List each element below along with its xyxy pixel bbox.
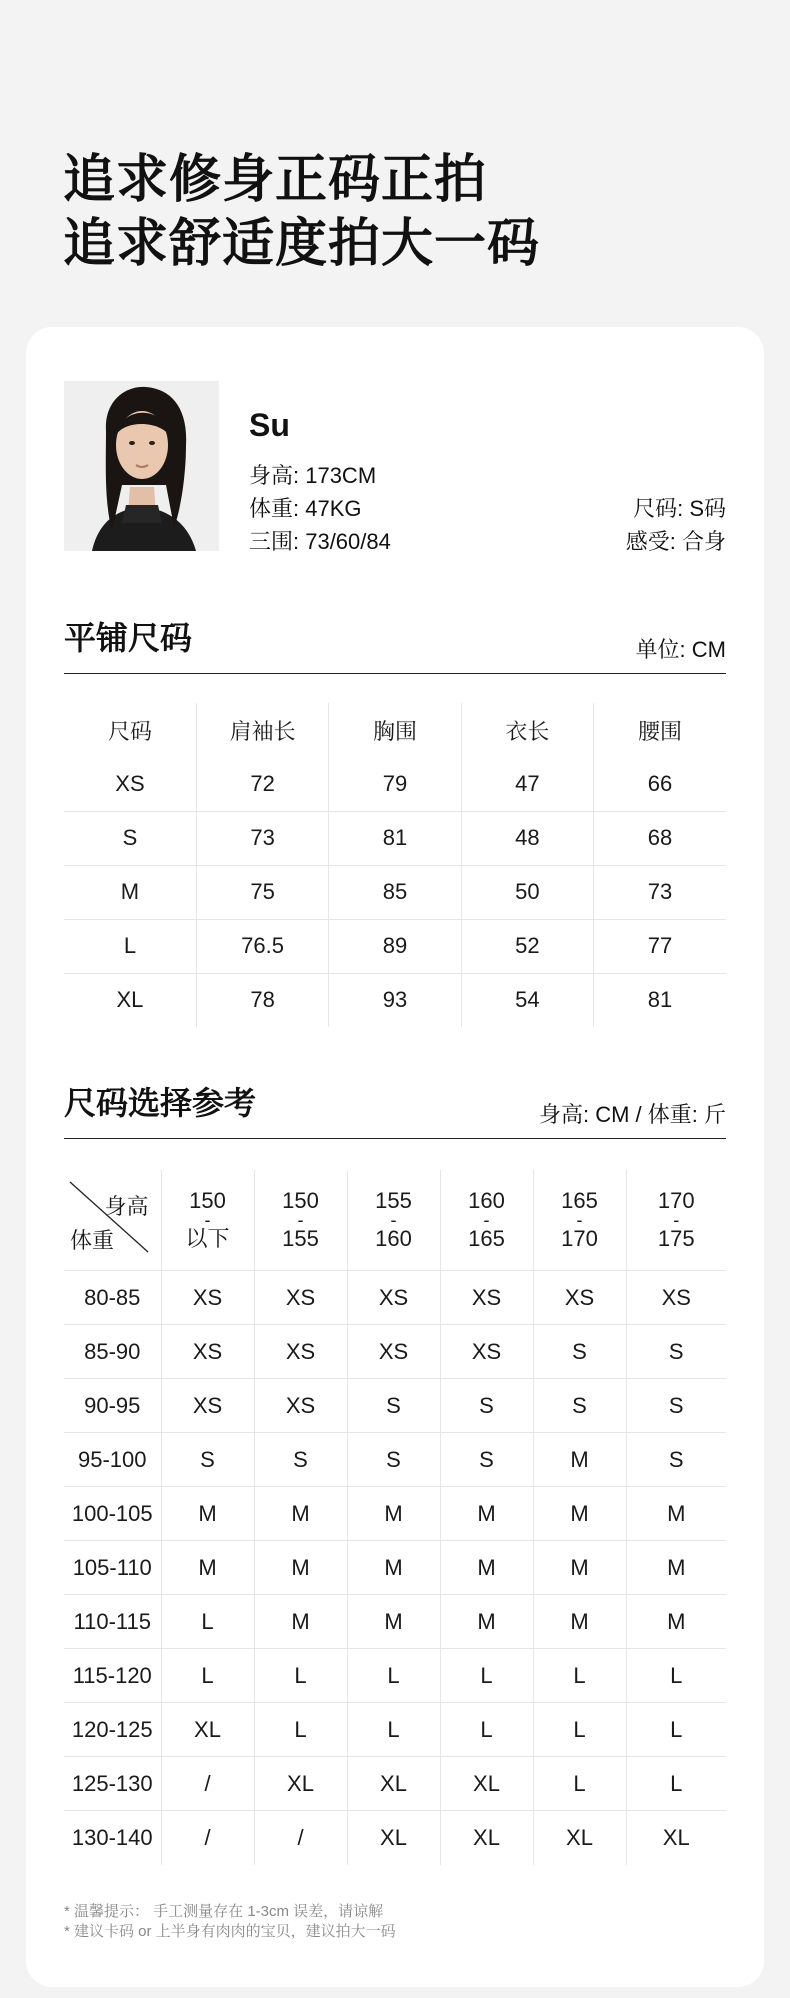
size-cell: M bbox=[440, 1487, 533, 1541]
table-row bbox=[64, 757, 726, 811]
size-cell: XL bbox=[440, 1811, 533, 1865]
size-cell: XS bbox=[254, 1325, 347, 1379]
size-cell: M bbox=[254, 1487, 347, 1541]
size-cell: M bbox=[347, 1595, 440, 1649]
height-range-start: 170 bbox=[657, 1188, 695, 1213]
height-range-end: 170 bbox=[561, 1226, 598, 1251]
table-cell: 50 bbox=[461, 865, 593, 919]
size-cell: XS bbox=[626, 1271, 726, 1325]
table-cell: 81 bbox=[647, 987, 673, 1013]
size-cell: M bbox=[254, 1595, 347, 1649]
model-photo bbox=[64, 381, 219, 551]
table-cell: 81 bbox=[329, 811, 461, 865]
model-stats bbox=[249, 459, 391, 558]
height-column-header bbox=[347, 1170, 440, 1271]
table-cell: 85 bbox=[329, 865, 461, 919]
headline-line-1: 追求修身正码正拍 bbox=[63, 151, 488, 209]
size-cell: M bbox=[626, 1595, 726, 1649]
table-cell: 79 bbox=[329, 757, 461, 811]
size-cell: XL bbox=[440, 1757, 533, 1811]
size-cell: L bbox=[161, 1595, 254, 1649]
size-cell: M bbox=[161, 1541, 254, 1595]
model-height: 身高: 173CM bbox=[249, 463, 377, 488]
size-cell: L bbox=[533, 1649, 626, 1703]
table-header-row bbox=[64, 1170, 726, 1271]
table-row bbox=[64, 1271, 726, 1325]
size-cell: XS bbox=[347, 1325, 440, 1379]
header-corner-cell bbox=[64, 1170, 161, 1271]
size-cell: XS bbox=[254, 1379, 347, 1433]
column-header: 腰围 bbox=[638, 718, 683, 744]
size-cell: M bbox=[254, 1541, 347, 1595]
size-guide-card bbox=[26, 327, 764, 1987]
size-cell: S bbox=[626, 1433, 726, 1487]
size-cell: L bbox=[626, 1649, 726, 1703]
table-cell: 78 bbox=[196, 973, 328, 1027]
column-header: 胸围 bbox=[329, 703, 461, 757]
table-row bbox=[64, 865, 726, 919]
flat-size-table bbox=[64, 703, 726, 1027]
size-cell: M bbox=[440, 1541, 533, 1595]
table-row bbox=[64, 1811, 726, 1865]
size-cell: L bbox=[440, 1649, 533, 1703]
table-cell: 73 bbox=[196, 811, 328, 865]
table-row bbox=[64, 811, 726, 865]
height-range-end: 160 bbox=[375, 1226, 412, 1251]
table-row bbox=[64, 1703, 726, 1757]
model-portrait-image bbox=[64, 381, 219, 551]
table-cell: 72 bbox=[196, 757, 328, 811]
height-column-header bbox=[161, 1170, 254, 1271]
table-row bbox=[64, 919, 726, 973]
size-cell: M bbox=[533, 1487, 626, 1541]
size-cell: L bbox=[533, 1703, 626, 1757]
model-size: 尺码: S码 bbox=[633, 496, 726, 521]
size-cell: / bbox=[161, 1757, 254, 1811]
height-range-dash: - bbox=[576, 1210, 583, 1230]
size-cell: XS bbox=[161, 1379, 254, 1433]
height-range-dash: - bbox=[204, 1210, 211, 1230]
height-range-start: 160 bbox=[468, 1188, 505, 1213]
table-row bbox=[64, 1649, 726, 1703]
model-fit bbox=[626, 492, 726, 558]
table-cell: 66 bbox=[594, 757, 726, 811]
size-cell: M bbox=[440, 1595, 533, 1649]
height-range-end: 155 bbox=[282, 1226, 319, 1251]
size-reference-table bbox=[64, 1170, 726, 1865]
weight-range-cell: 125-130 bbox=[64, 1757, 161, 1811]
height-range-start: 165 bbox=[561, 1188, 598, 1213]
size-cell: XL bbox=[254, 1757, 347, 1811]
corner-weight-label: 体重 bbox=[70, 1228, 115, 1253]
table-cell: XS bbox=[64, 757, 196, 811]
weight-range-cell: 120-125 bbox=[64, 1703, 161, 1757]
table-cell: 48 bbox=[461, 811, 593, 865]
size-cell: S bbox=[440, 1433, 533, 1487]
table-cell: L bbox=[64, 919, 196, 973]
table-cell: 52 bbox=[461, 919, 593, 973]
height-range-dash: - bbox=[483, 1210, 490, 1230]
column-header: 衣长 bbox=[461, 703, 593, 757]
model-name: Su bbox=[249, 407, 290, 443]
weight-range-cell: 110-115 bbox=[64, 1595, 161, 1649]
weight-range-cell: 100-105 bbox=[64, 1487, 161, 1541]
size-reference-divider bbox=[64, 1138, 726, 1139]
table-row bbox=[64, 1541, 726, 1595]
weight-range-cell: 105-110 bbox=[64, 1541, 161, 1595]
size-cell: M bbox=[347, 1541, 440, 1595]
column-header: 肩袖长 bbox=[196, 703, 328, 757]
size-cell: / bbox=[254, 1811, 347, 1865]
size-cell: L bbox=[254, 1649, 347, 1703]
size-cell: L bbox=[347, 1703, 440, 1757]
headline bbox=[63, 148, 763, 276]
flat-size-divider bbox=[64, 673, 726, 674]
size-cell: S bbox=[626, 1325, 726, 1379]
table-header-row bbox=[64, 703, 726, 757]
footnote-measurement-error: * 温馨提示： 手工测量存在 1-3cm 误差，请谅解 bbox=[64, 1903, 384, 1920]
footnotes bbox=[64, 1902, 396, 1942]
size-cell: L bbox=[440, 1703, 533, 1757]
model-weight: 体重: 47KG bbox=[249, 496, 362, 521]
model-measurements: 三围: 73/60/84 bbox=[249, 529, 391, 554]
size-cell: XS bbox=[440, 1325, 533, 1379]
height-range-end: 165 bbox=[468, 1226, 505, 1251]
size-cell: S bbox=[533, 1325, 626, 1379]
size-cell: S bbox=[347, 1433, 440, 1487]
size-cell: S bbox=[347, 1379, 440, 1433]
height-range-dash: - bbox=[297, 1210, 304, 1230]
size-reference-unit: 身高: CM / 体重: 斤 bbox=[538, 1102, 726, 1127]
table-cell: M bbox=[64, 865, 196, 919]
table-cell: 54 bbox=[461, 973, 593, 1027]
size-cell: M bbox=[533, 1541, 626, 1595]
footnote-size-up-advice: * 建议卡码 or 上半身有肉肉的宝贝，建议拍大一码 bbox=[64, 1923, 396, 1940]
table-row bbox=[64, 1433, 726, 1487]
size-cell: L bbox=[347, 1649, 440, 1703]
size-cell: L bbox=[161, 1649, 254, 1703]
flat-size-title: 平铺尺码 bbox=[64, 620, 193, 656]
size-cell: L bbox=[533, 1757, 626, 1811]
table-cell: 75 bbox=[196, 865, 328, 919]
size-cell: M bbox=[533, 1595, 626, 1649]
model-feel: 感受: 合身 bbox=[625, 529, 726, 554]
height-range-dash: - bbox=[390, 1210, 397, 1230]
weight-range-cell: 95-100 bbox=[64, 1433, 161, 1487]
size-cell: XS bbox=[161, 1271, 254, 1325]
table-row bbox=[64, 973, 726, 1027]
size-cell: L bbox=[254, 1703, 347, 1757]
height-range-start: 155 bbox=[375, 1188, 412, 1213]
size-cell: S bbox=[254, 1433, 347, 1487]
height-column-header bbox=[533, 1170, 626, 1271]
height-range-start: 150 bbox=[189, 1188, 226, 1213]
weight-range-cell: 80-85 bbox=[64, 1271, 161, 1325]
weight-range-cell: 90-95 bbox=[64, 1379, 161, 1433]
flat-size-unit: 单位: CM bbox=[635, 637, 726, 662]
table-cell: XL bbox=[64, 973, 196, 1027]
size-cell: M bbox=[626, 1541, 726, 1595]
size-cell: M bbox=[347, 1487, 440, 1541]
table-cell: 73 bbox=[594, 865, 726, 919]
table-row bbox=[64, 1325, 726, 1379]
height-range-end: 以下 bbox=[185, 1226, 230, 1251]
size-cell: XS bbox=[347, 1271, 440, 1325]
table-cell: 47 bbox=[461, 757, 593, 811]
column-header: 尺码 bbox=[64, 703, 196, 757]
weight-range-cell: 85-90 bbox=[64, 1325, 161, 1379]
table-row bbox=[64, 1379, 726, 1433]
table-cell: 68 bbox=[594, 811, 726, 865]
size-cell: XL bbox=[347, 1757, 440, 1811]
size-cell: XS bbox=[161, 1325, 254, 1379]
size-cell: S bbox=[161, 1433, 254, 1487]
size-cell: XL bbox=[662, 1824, 690, 1850]
size-cell: M bbox=[626, 1487, 726, 1541]
size-cell: XL bbox=[161, 1703, 254, 1757]
size-cell: M bbox=[161, 1487, 254, 1541]
size-cell: L bbox=[626, 1757, 726, 1811]
table-cell: S bbox=[64, 811, 196, 865]
height-range-dash: - bbox=[673, 1210, 680, 1230]
table-row bbox=[64, 1757, 726, 1811]
table-cell: 77 bbox=[594, 919, 726, 973]
size-cell: XL bbox=[347, 1811, 440, 1865]
table-cell: 89 bbox=[329, 919, 461, 973]
corner-height-label: 身高 bbox=[104, 1194, 149, 1219]
table-row bbox=[64, 1487, 726, 1541]
size-cell: S bbox=[533, 1379, 626, 1433]
height-column-header bbox=[440, 1170, 533, 1271]
headline-line-2: 追求舒适度拍大一码 bbox=[63, 215, 541, 273]
weight-range-cell: 115-120 bbox=[64, 1649, 161, 1703]
size-cell: XS bbox=[533, 1271, 626, 1325]
table-cell: 93 bbox=[329, 973, 461, 1027]
height-column-header bbox=[626, 1170, 726, 1271]
size-cell: XS bbox=[440, 1271, 533, 1325]
weight-range-cell: 130-140 bbox=[64, 1811, 161, 1865]
size-cell: M bbox=[533, 1433, 626, 1487]
size-cell: XS bbox=[254, 1271, 347, 1325]
size-reference-title: 尺码选择参考 bbox=[64, 1085, 257, 1121]
height-range-start: 150 bbox=[282, 1188, 319, 1213]
size-cell: XL bbox=[533, 1811, 626, 1865]
table-row bbox=[64, 1595, 726, 1649]
height-range-end: 175 bbox=[657, 1226, 695, 1251]
table-cell: 76.5 bbox=[196, 919, 328, 973]
size-cell: L bbox=[626, 1703, 726, 1757]
size-cell: / bbox=[161, 1811, 254, 1865]
size-cell: S bbox=[440, 1379, 533, 1433]
size-cell: S bbox=[626, 1379, 726, 1433]
height-column-header bbox=[254, 1170, 347, 1271]
